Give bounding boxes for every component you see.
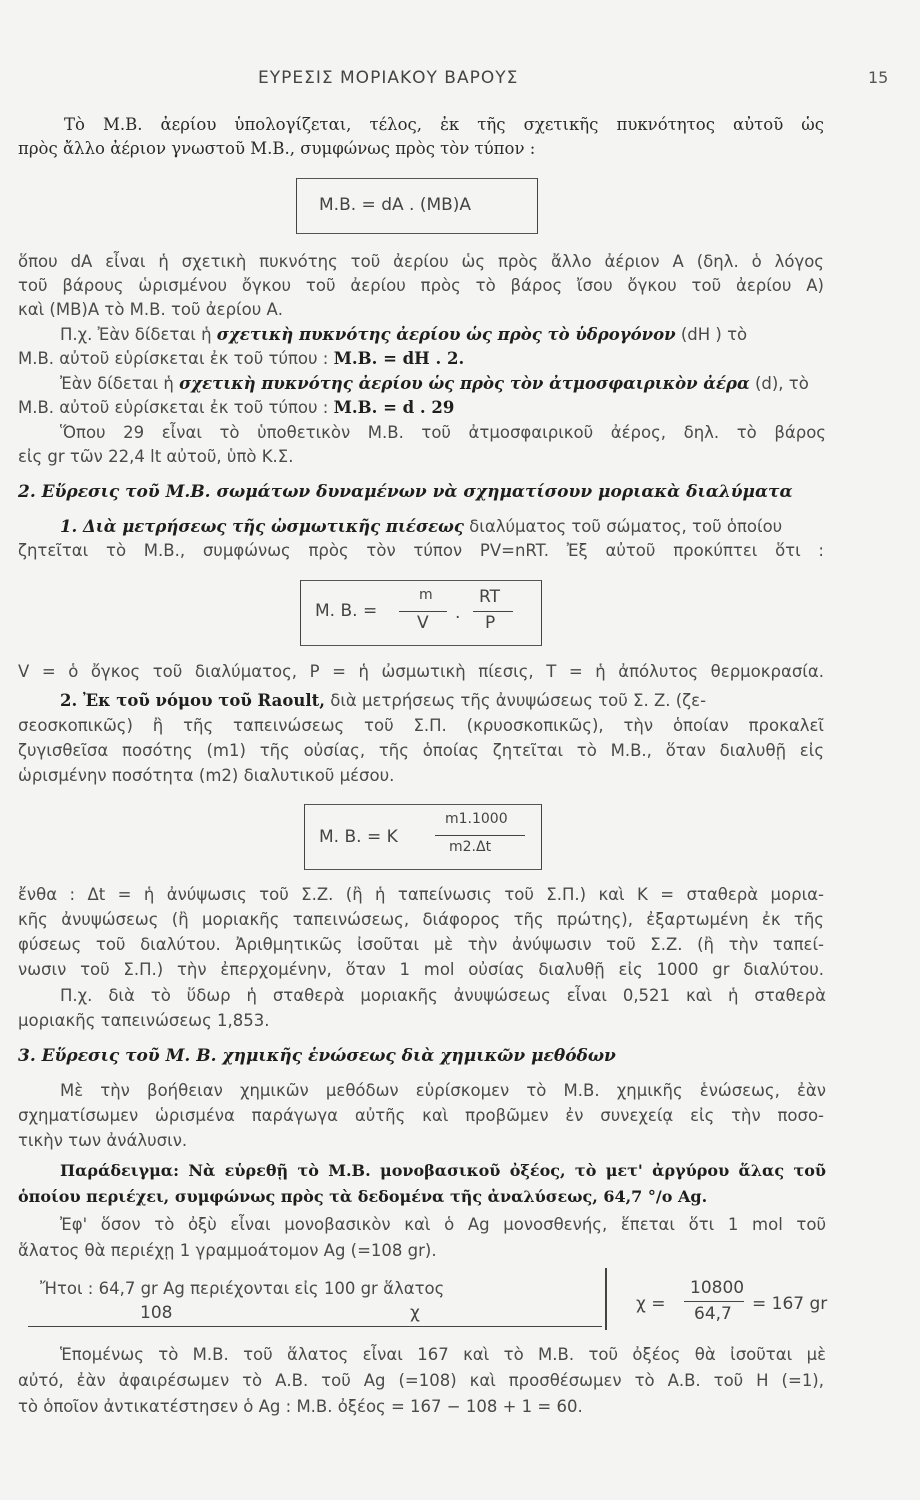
raoult-explanation-line-3: φύσεως τοῦ διαλύτου. Ἀριθμητικῶς ἰσοῦται μὲ τὴν ἀνύψωσιν τοῦ Σ.Ζ. (ἢ τὴν ταπεί- bbox=[18, 935, 824, 954]
section-3-heading: 3. Εὕρεσις τοῦ Μ. Β. χημικῆς ἑνώσεως διὰ χημικῶν μεθόδων bbox=[18, 1046, 616, 1066]
result-value: = 167 gr bbox=[752, 1294, 828, 1314]
running-title: ΕΥΡΕΣΙΣ ΜΟΡΙΑΚΟΥ ΒΑΡΟΥΣ bbox=[258, 68, 519, 88]
raoult-explanation-line-4: νωσιν τοῦ Σ.Π.) τὴν ἐπερχομένην, ὅταν 1 mol οὐσίας διαλυθῇ εἰς 1000 gr διαλύτου. bbox=[18, 960, 824, 979]
formula-osmotic-dot: . bbox=[455, 603, 461, 623]
proportion-row-2-unknown: χ bbox=[410, 1303, 420, 1323]
formula-osmotic-num-m: m bbox=[419, 587, 433, 603]
section-3-line-3: τικὴν των ἀνάλυσιν. bbox=[18, 1131, 188, 1150]
example-air-formula: Μ.Β. = d . 29 bbox=[333, 398, 455, 417]
example-hydrogen-bold: σχετικὴ πυκνότης ἀερίου ὡς πρὸς τὸ ὑδρογόνον bbox=[216, 325, 676, 344]
section-2-method-2-line-3: ζυγισθεῖσα ποσότης (m1) τῆς οὐσίας, τῆς ὁποίας ζητεῖται τὸ Μ.Β., ὅταν διαλυθῇ εἰς bbox=[18, 741, 824, 760]
solution-line-1: Ἐφ' ὅσον τὸ ὀξὺ εἶναι μονοβασικὸν καὶ ὁ Ag μονοσθενής, ἕπεται ὅτι 1 mol τοῦ bbox=[60, 1215, 826, 1234]
example-air-symbol: (d), τὸ bbox=[754, 374, 809, 393]
section-2-method-1-line-1 bbox=[60, 516, 826, 537]
section-3-line-1: Μὲ τὴν βοήθειαν χημικῶν μεθόδων εὑρίσκομεν τὸ Μ.Β. χημικῆς ἑνώσεως, ἐὰν bbox=[60, 1081, 826, 1100]
example-air-formula-intro: Μ.Β. αὐτοῦ εὑρίσκεται ἐκ τοῦ τύπου : bbox=[18, 398, 329, 417]
result-x-equals: χ = bbox=[636, 1294, 666, 1314]
method-1-text: διαλύματος τοῦ σώματος, τοῦ ὁποίου bbox=[469, 517, 783, 536]
intro-line-2: πρὸς ἄλλο ἀέριον γνωστοῦ Μ.Β., συμφώνως πρὸς τὸν τύπον : bbox=[18, 139, 536, 158]
example-air-line-3: Ὅπου 29 εἶναι τὸ ὑποθετικὸν Μ.Β. τοῦ ἀτμοσφαιρικοῦ ἀέρος, δηλ. τὸ βάρος bbox=[60, 423, 826, 442]
proportion-row-1: Ἤτοι : 64,7 gr Ag περιέχονται εἰς 100 gr ἅλατος bbox=[40, 1279, 445, 1298]
example-air-line-2 bbox=[18, 397, 824, 418]
fraction-line-rt-p bbox=[473, 611, 513, 612]
example-air-bold: σχετικὴ πυκνότης ἀερίου ὡς πρὸς τὸν ἀτμοσφαιρικὸν ἀέρα bbox=[179, 374, 750, 393]
page-header bbox=[0, 68, 920, 94]
section-2-heading: 2. Εὕρεσις τοῦ Μ.Β. σωμάτων δυναμένων νὰ σχηματίσουν μοριακὰ διαλύματα bbox=[18, 482, 793, 502]
definition-line-2: τοῦ βάρους ὡρισμένου ὄγκου τοῦ ἀερίου πρὸς τὸ βάρος ἴσου ὄγκου τοῦ ἀερίου Α) bbox=[18, 276, 824, 295]
definition-line-1: ὅπου dA εἶναι ἡ σχετικὴ πυκνότης τοῦ ἀερίου ὡς πρὸς ἄλλο ἀέριον Α (δηλ. ὁ λόγος bbox=[18, 252, 824, 271]
formula-box-raoult bbox=[304, 804, 542, 870]
final-line-2: αὐτό, ἐὰν ἀφαιρέσωμεν τὸ Α.Β. τοῦ Ag (=108) καὶ προσθέσωμεν τὸ Α.Β. τοῦ Η (=1), bbox=[18, 1371, 824, 1390]
section-2-method-2-line-1 bbox=[60, 690, 826, 711]
proportion-divider bbox=[605, 1268, 607, 1330]
page-number: 15 bbox=[868, 68, 889, 87]
result-numerator: 10800 bbox=[690, 1278, 745, 1298]
solution-line-2: ἅλατος θὰ περιέχῃ 1 γραμμοάτομον Ag (=108 gr). bbox=[18, 1241, 437, 1260]
definition-line-3: καὶ (ΜΒ)A τὸ Μ.Β. τοῦ ἀερίου Α. bbox=[18, 300, 284, 319]
example-air-line-4: εἰς gr τῶν 22,4 lt αὐτοῦ, ὑπὸ Κ.Σ. bbox=[18, 447, 294, 466]
formula-relative-density: Μ.Β. = dA . (ΜΒ)A bbox=[319, 195, 472, 215]
section-3-line-2: σχηματίσωμεν ὡρισμένα παράγωγα αὐτῆς καὶ προβῶμεν ἐν συνεχείᾳ εἰς τὴν ποσο- bbox=[18, 1106, 824, 1125]
example-hydrogen-intro: Π.χ. Ἐὰν δίδεται ἡ bbox=[60, 325, 212, 344]
formula-raoult-lhs: Μ. Β. = Κ bbox=[319, 827, 398, 847]
fraction-line-m-v bbox=[399, 611, 447, 612]
example-hydrogen-symbol: (dH ) τὸ bbox=[680, 325, 748, 344]
formula-box-relative-density bbox=[296, 178, 538, 234]
example-hydrogen-line-1 bbox=[60, 324, 826, 345]
formula-osmotic-num-rt: RT bbox=[479, 587, 500, 607]
example-air-line-1 bbox=[60, 373, 826, 394]
water-constants-line-2: μοριακῆς ταπεινώσεως 1,853. bbox=[18, 1011, 270, 1030]
section-2-method-1-line-2: ζητεῖται τὸ Μ.Β., συμφώνως πρὸς τὸν τύπον PV=nRT. Ἐξ αὐτοῦ προκύπτει ὅτι : bbox=[18, 541, 824, 560]
proportion-underline bbox=[28, 1326, 602, 1327]
method-2-text: διὰ μετρήσεως τῆς ἀνυψώσεως τοῦ Σ. Ζ. (ζε- bbox=[330, 691, 707, 710]
formula-osmotic-lhs: Μ. Β. = bbox=[315, 601, 378, 621]
method-1-title: 1. Διὰ μετρήσεως τῆς ὠσμωτικῆς πιέσεως bbox=[60, 517, 464, 536]
raoult-explanation-line-2: κῆς ἀνυψώσεως (ἢ μοριακῆς ταπεινώσεως, διάφορος τῆς πρώτης), ἐξαρτωμένη ἐκ τῆς bbox=[18, 910, 824, 929]
intro-line-1: Τὸ Μ.Β. ἀερίου ὑπολογίζεται, τέλος, ἐκ τῆς σχετικῆς πυκνότητος αὐτοῦ ὡς bbox=[64, 115, 824, 134]
final-line-1: Ἑπομένως τὸ Μ.Β. τοῦ ἅλατος εἶναι 167 καὶ τὸ Μ.Β. τοῦ ὀξέος θὰ ἰσοῦται μὲ bbox=[60, 1345, 826, 1364]
formula-raoult-denominator: m2.Δt bbox=[449, 839, 492, 855]
formula-raoult-numerator: m1.1000 bbox=[445, 811, 508, 827]
final-line-3: τὸ ὁποῖον ἀντικατέστησεν ὁ Ag : Μ.Β. ὀξέος = 167 − 108 + 1 = 60. bbox=[18, 1397, 583, 1416]
example-hydrogen-formula: Μ.Β. = dH . 2. bbox=[333, 349, 465, 368]
section-2-method-2-line-4: ὡρισμένην ποσότητα (m2) διαλυτικοῦ μέσου. bbox=[18, 766, 395, 785]
result-fraction-line bbox=[684, 1301, 744, 1302]
water-constants-line-1: Π.χ. διὰ τὸ ὕδωρ ἡ σταθερὰ μοριακῆς ἀνυψώσεως εἶναι 0,521 καὶ ἡ σταθερὰ bbox=[60, 986, 826, 1005]
example-problem-line-1: Παράδειγμα: Νὰ εὑρεθῇ τὸ Μ.Β. μονοβασικοῦ ὀξέος, τὸ μετ' ἀργύρου ἅλας τοῦ bbox=[60, 1161, 826, 1180]
raoult-explanation-line-1: ἔνθα : Δt = ἡ ἀνύψωσις τοῦ Σ.Ζ. (ἢ ἡ ταπείνωσις τοῦ Σ.Π.) καὶ Κ = σταθερὰ μορια- bbox=[18, 885, 824, 904]
example-air-intro: Ἐὰν δίδεται ἡ bbox=[60, 374, 174, 393]
example-hydrogen-formula-intro: Μ.Β. αὐτοῦ εὑρίσκεται ἐκ τοῦ τύπου : bbox=[18, 349, 329, 368]
formula-osmotic-den-p: P bbox=[485, 613, 496, 633]
formula-box-osmotic bbox=[300, 580, 542, 646]
example-problem-line-2: ὁποίου περιέχει, συμφώνως πρὸς τὰ δεδομένα τῆς ἀναλύσεως, 64,7 °/o Ag. bbox=[18, 1187, 708, 1206]
fraction-line-raoult bbox=[435, 835, 525, 836]
formula-osmotic-den-v: V bbox=[417, 613, 429, 633]
proportion-row-2-mass: 108 bbox=[140, 1303, 173, 1323]
method-2-title: 2. Ἐκ τοῦ νόμου τοῦ Raoult, bbox=[60, 691, 325, 710]
example-hydrogen-line-2 bbox=[18, 348, 824, 369]
result-denominator: 64,7 bbox=[694, 1304, 732, 1324]
osmotic-variables-line: V = ὁ ὄγκος τοῦ διαλύματος, P = ἡ ὠσμωτικὴ πίεσις, T = ἡ ἀπόλυτος θερμοκρασία. bbox=[18, 662, 824, 681]
section-2-method-2-line-2: σεοσκοπικῶς) ἢ τῆς ταπεινώσεως τοῦ Σ.Π. (κρυοσκοπικῶς), τὴν ὁποίαν προκαλεῖ bbox=[18, 716, 824, 735]
